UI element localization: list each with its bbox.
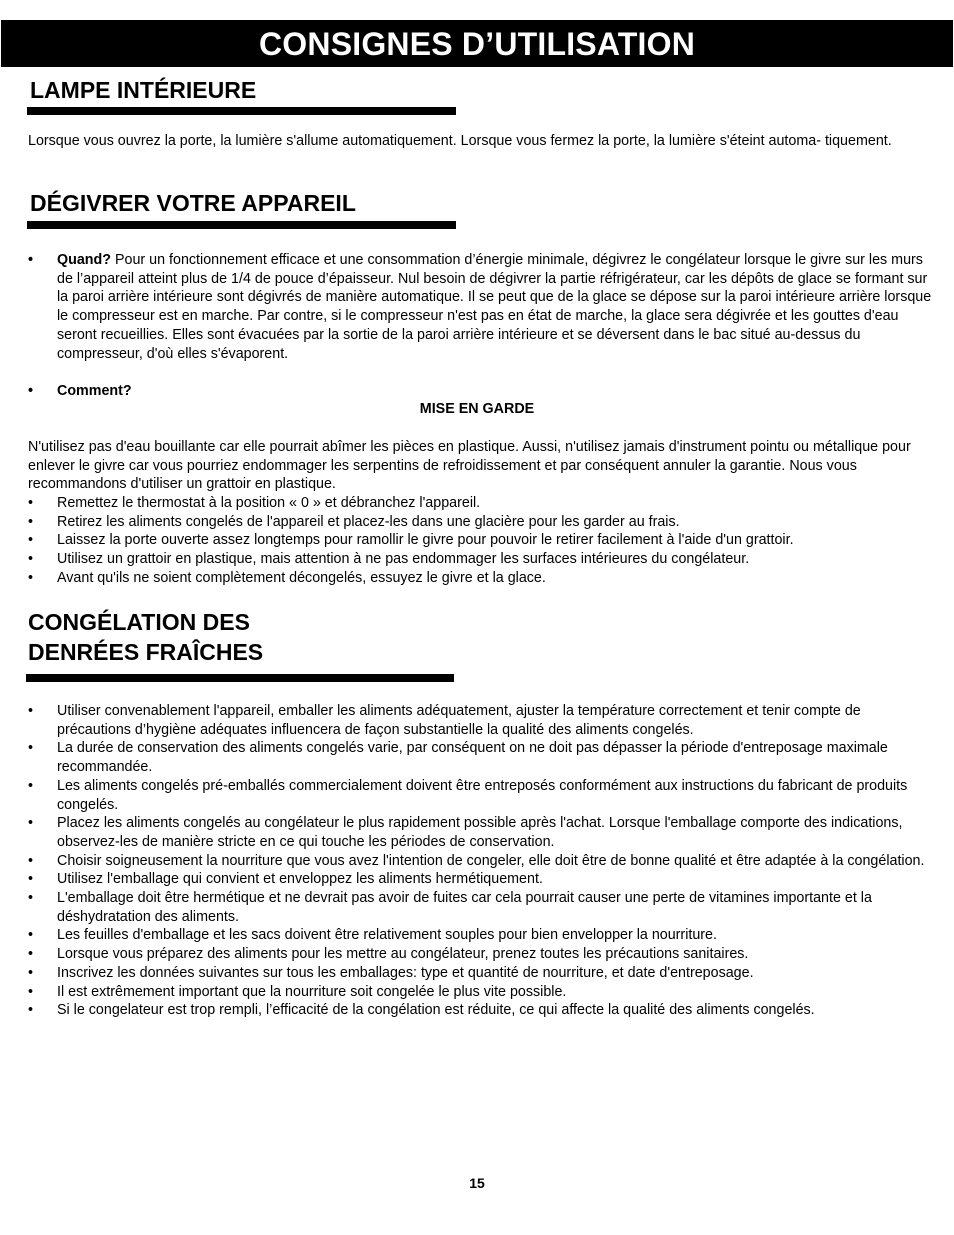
lamp-heading-rule: [27, 107, 456, 115]
bullet: •: [28, 777, 34, 794]
bullet: •: [28, 964, 34, 981]
defrost-heading: DÉGIVRER VOTRE APPAREIL: [30, 190, 356, 216]
defrost-how-item: [28, 382, 933, 401]
item-text: L'emballage doit être hermétique et ne devrait pas avoir de fuites car cela pourrait causer une perte de vitamines importante et la déshydratation des aliments.: [57, 890, 872, 925]
freezing-item: [28, 945, 928, 964]
bullet: •: [28, 495, 34, 511]
defrost-step: [28, 550, 933, 569]
freezing-heading-rule: [26, 674, 454, 682]
step-text: Remettez le thermostat à la position « 0 » et débranchez l'appareil.: [57, 495, 481, 511]
page-title-banner: [1, 20, 953, 67]
freezing-item: [28, 1001, 928, 1020]
bullet: •: [28, 569, 34, 586]
when-text: Pour un fonctionnement efficace et une consommation d’énergie minimale, dégivrez le congélateur lorsque le givre sur les murs de l’appareil atteint plus de 1/4 de pouce d’épaisseur. Nul besoin de dégivrer la partie réfrigérateur, car les dépôts de glace se formant sur la paroi arrière intérieure sont dégivrés de manière automatique. Il se peut que de la glace se dépose sur la paroi intérieure arrière lorsque le compresseur est en marche. Par contre, si le compresseur n'est pas en état de marche, la glace sera dégivrée et les gouttes d'eau seront recueillies. Elles sont évacuées par la sortie de la paroi arrière intérieure et se déversent dans le bac situé au-dessus du compresseur, d'où elles s'évaporent.: [57, 252, 932, 362]
item-text: Choisir soigneusement la nourriture que vous avez l'intention de congeler, elle doit être de bonne qualité et être adaptée à la congélation.: [57, 852, 925, 869]
freezing-item: [28, 983, 928, 1002]
item-text: La durée de conservation des aliments congelés varie, par conséquent on ne doit pas dépasser la période d'entreposage maximale recommandée.: [57, 740, 888, 776]
defrost-step: [28, 494, 933, 513]
freezing-item: [28, 814, 928, 851]
freezing-item: [28, 702, 928, 739]
bullet: •: [28, 852, 34, 869]
freezing-item: [28, 870, 928, 889]
defrost-step: [28, 569, 933, 588]
freezing-heading-line1: CONGÉLATION DES: [28, 609, 250, 635]
step-text: Utilisez un grattoir en plastique, mais attention à ne pas endommager les surfaces intérieures du congélateur.: [57, 551, 750, 568]
bullet: •: [28, 383, 34, 399]
defrost-heading-rule: [27, 221, 456, 229]
freezing-item: [28, 964, 928, 983]
freezing-item: [28, 926, 928, 945]
defrost-step: [28, 531, 933, 550]
bullet: •: [28, 551, 34, 568]
item-text: Utiliser convenablement l'appareil, emballer les aliments adéquatement, ajuster la température correctement et tenir compte de précautions d’hygiène adéquates influencera de façon substantielle la qualité des aliments congelés.: [57, 703, 861, 738]
bullet: •: [28, 703, 34, 719]
lamp-heading: LAMPE INTÉRIEURE: [30, 77, 257, 103]
bullet: •: [28, 946, 34, 963]
item-text: Utilisez l'emballage qui convient et enveloppez les aliments hermétiquement.: [57, 871, 543, 888]
bullet: •: [28, 983, 34, 1000]
item-text: Placez les aliments congelés au congélateur le plus rapidement possible après l'achat. Lorsque l'emballage comporte des indications, observez-les de manière stricte en ce qui touche les périodes de conservation.: [57, 815, 903, 850]
step-text: Laissez la porte ouverte assez longtemps pour ramollir le givre pour pouvoir le retirer facilement à l'aide d'un grattoir.: [57, 532, 794, 549]
defrost-step: [28, 513, 933, 532]
freezing-item: [28, 852, 928, 871]
bullet: •: [28, 532, 34, 549]
step-text: Avant qu'ils ne soient complètement décongelés, essuyez le givre et la glace.: [57, 569, 546, 586]
item-text: Les aliments congelés pré-emballés commercialement doivent être entreposés conformément aux instructions du fabricant de produits congelés.: [57, 777, 908, 813]
page-title: CONSIGNES D’UTILISATION: [259, 26, 696, 62]
lamp-paragraph: Lorsque vous ouvrez la porte, la lumière s'allume automatiquement. Lorsque vous fermez la porte, la lumière s'éteint automa- tiquement.: [28, 133, 892, 149]
freezing-heading-line2: DENRÉES FRAÎCHES: [28, 639, 264, 665]
freezing-item: [28, 889, 928, 926]
bullet: •: [28, 815, 34, 832]
bullet: •: [28, 740, 34, 757]
bullet: •: [28, 871, 34, 888]
defrost-steps-list: [28, 494, 933, 588]
freezing-list: [28, 702, 928, 1020]
freezing-item: [28, 777, 928, 814]
how-label: Comment?: [57, 383, 132, 399]
defrost-when-item: [28, 251, 933, 363]
bullet: •: [28, 252, 34, 268]
page-number: 15: [469, 1175, 485, 1191]
defrost-how-list: [28, 382, 933, 401]
when-label: Quand?: [57, 252, 112, 268]
item-text: Lorsque vous préparez des aliments pour les mettre au congélateur, prenez toutes les précautions sanitaires.: [57, 946, 749, 963]
bullet: •: [28, 1002, 34, 1019]
freezing-item: [28, 739, 928, 776]
bullet: •: [28, 890, 34, 907]
warning-paragraph: N'utilisez pas d'eau bouillante car elle pourrait abîmer les pièces en plastique. Aussi, n'utilisez jamais d'instrument pointu ou métallique pour enlever le givre car vous pourriez endommager les serpentins de refroidissement et par conséquent annuler la garantie. Nous vous recommandons d'utiliser un grattoir en plastique.: [28, 439, 911, 493]
item-text: Inscrivez les données suivantes sur tous les emballages: type et quantité de nourriture, et date d'entreposage.: [57, 964, 754, 981]
item-text: Si le congelateur est trop rempli, l’efficacité de la congélation est réduite, ce qui affecte la qualité des aliments congelés.: [57, 1002, 815, 1019]
item-text: Les feuilles d'emballage et les sacs doivent être relativement souples pour bien envelopper la nourriture.: [57, 927, 717, 944]
step-text: Retirez les aliments congelés de l'appareil et placez-les dans une glacière pour les garder au frais.: [57, 513, 680, 530]
warning-title: MISE EN GARDE: [419, 401, 535, 417]
bullet: •: [28, 513, 34, 530]
bullet: •: [28, 927, 34, 944]
defrost-when-list: [28, 251, 933, 363]
item-text: Il est extrêmement important que la nourriture soit congelée le plus vite possible.: [57, 983, 567, 1000]
